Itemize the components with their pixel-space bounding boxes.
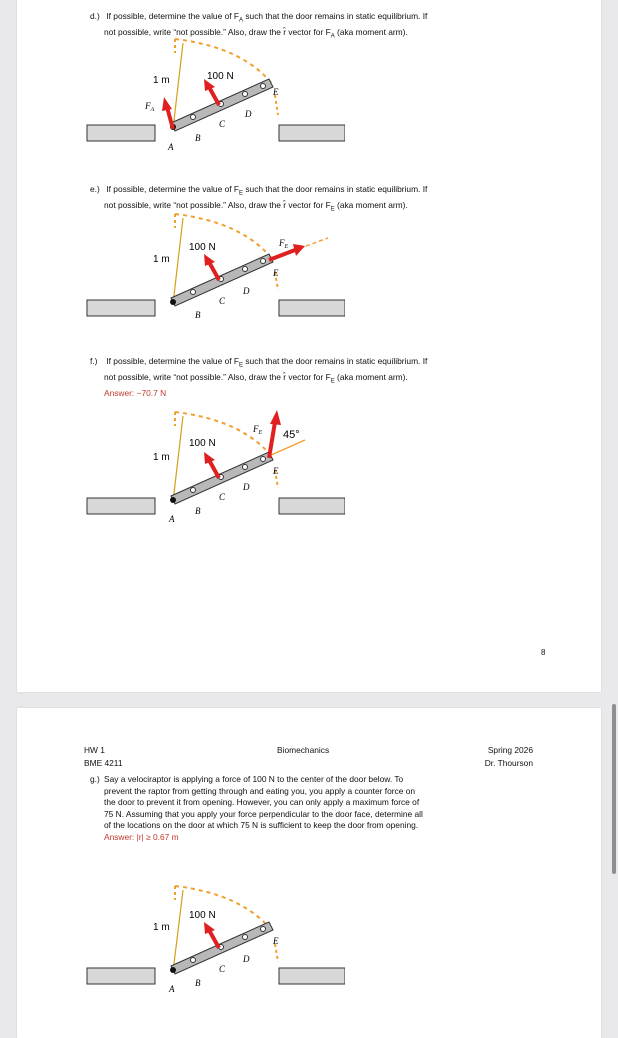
swing-end-dash: [275, 95, 278, 115]
question-text: 75 N. Assuming that you apply your force perpendicular to the door face, determine all: [104, 808, 423, 819]
force-label: 100 N: [207, 71, 234, 82]
point-e-label: E: [273, 936, 279, 946]
force-arrow-100n: [204, 79, 219, 105]
question-text: (aka moment arm).: [334, 27, 408, 38]
question-g: [90, 774, 570, 843]
force-label: 100 N: [189, 910, 216, 921]
length-label: 1 m: [153, 254, 170, 265]
question-text: the door to prevent it from opening. However, you can only apply a maximum force of: [104, 797, 420, 807]
wall-left: [87, 300, 155, 316]
length-line: [173, 218, 183, 304]
force-label: 100 N: [189, 242, 216, 253]
length-line: [173, 890, 183, 972]
question-text: such that the door remains in static equilibrium. If: [243, 11, 428, 21]
question-text: (aka moment arm).: [334, 200, 408, 211]
subscript: E: [330, 206, 335, 213]
force-arrow-100n: [204, 922, 219, 948]
fe-label: $F_E$: [279, 238, 289, 250]
answer-text: Answer: |r| ≥ 0.67 m: [104, 831, 179, 842]
header-course-hw: HW 1: [84, 745, 105, 755]
subscript: E: [239, 362, 244, 369]
door-figure-d: [83, 35, 345, 155]
document-page-8: [17, 0, 601, 692]
wall-left: [87, 498, 155, 514]
question-text: If possible, determine the value of F: [106, 11, 240, 21]
length-label: 1 m: [153, 75, 170, 86]
wall-right: [279, 125, 345, 141]
wall-left: [87, 968, 155, 984]
subscript: A: [330, 33, 335, 40]
header-instructor: Dr. Thourson: [484, 758, 533, 768]
length-line: [173, 416, 183, 502]
question-text: (aka moment arm).: [334, 372, 408, 383]
question-text: not possible, write “not possible.” Also, draw the r̂ vector for F: [104, 200, 331, 211]
header-course-title: Biomechanics: [277, 745, 330, 755]
question-text: such that the door remains in static equilibrium. If: [243, 356, 428, 366]
point-b-label: B: [195, 310, 201, 320]
wall-right: [279, 300, 345, 316]
point-c-label: C: [219, 492, 226, 502]
question-label: g.): [90, 774, 100, 784]
length-line: [173, 43, 183, 129]
subscript: E: [330, 378, 335, 385]
point-c-label: C: [219, 964, 226, 974]
scrollbar-thumb[interactable]: [612, 704, 616, 874]
fa-label: $F_A$: [145, 101, 155, 113]
point-a-label: A: [169, 984, 175, 994]
point-c-label: C: [219, 296, 226, 306]
fe-label: $F_E$: [253, 424, 263, 436]
question-text: If possible, determine the value of F: [106, 184, 240, 194]
swing-end-dash: [275, 944, 278, 962]
question-label: d.): [90, 11, 100, 21]
door-figure-g: [83, 882, 345, 997]
point-e-label: E: [273, 87, 279, 97]
point-d-label: D: [243, 286, 250, 296]
point-e-label: E: [273, 466, 279, 476]
question-text: Say a velociraptor is applying a force of 100 N to the center of the door below. To: [104, 774, 404, 784]
door-figure-e: [83, 210, 345, 325]
question-text: such that the door remains in static equilibrium. If: [243, 184, 428, 194]
point-d-label: D: [243, 954, 250, 964]
force-label: 100 N: [189, 438, 216, 449]
question-label: f.): [90, 356, 98, 366]
angle-label: 45°: [283, 429, 300, 441]
point-d-label: D: [245, 109, 252, 119]
document-page-9: [17, 708, 601, 1038]
answer-text: Answer: −70.7 N: [104, 388, 167, 399]
question-f: [90, 356, 570, 400]
force-arrow-100n: [204, 254, 219, 280]
length-label: 1 m: [153, 922, 170, 933]
swing-arc: [175, 886, 273, 932]
question-text: not possible, write “not possible.” Also, draw the r̂ vector for F: [104, 27, 331, 38]
wall-right: [279, 968, 345, 984]
point-d-label: D: [243, 482, 250, 492]
page-number: 8: [541, 648, 546, 657]
point-b-label: B: [195, 506, 201, 516]
question-text: If possible, determine the value of F: [106, 356, 240, 366]
header-term: Spring 2026: [487, 745, 533, 755]
door-figure-f: [83, 408, 345, 523]
question-text: not possible, write “not possible.” Also, draw the r̂ vector for F: [104, 372, 331, 383]
point-a-label: A: [169, 514, 175, 523]
length-label: 1 m: [153, 452, 170, 463]
header-course-code: BME 4211: [84, 758, 123, 768]
swing-arc: [175, 214, 273, 260]
point-e-label: E: [273, 268, 279, 278]
point-c-label: C: [219, 119, 226, 129]
wall-left: [87, 125, 155, 141]
point-a-label: A: [168, 142, 174, 152]
wall-right: [279, 498, 345, 514]
subscript: A: [239, 17, 244, 24]
question-text: prevent the raptor from getting through and eating you, you apply a counter force on: [104, 785, 416, 796]
question-label: e.): [90, 184, 100, 194]
door-extension-line: [269, 440, 305, 456]
force-arrow-fa: [162, 97, 173, 129]
point-b-label: B: [195, 978, 201, 988]
subscript: E: [239, 190, 244, 197]
force-arrow-100n: [204, 452, 219, 478]
question-text: of the locations on the door at which 75 N is sufficient to keep the door from opening.: [104, 820, 419, 830]
point-b-label: B: [195, 133, 201, 143]
